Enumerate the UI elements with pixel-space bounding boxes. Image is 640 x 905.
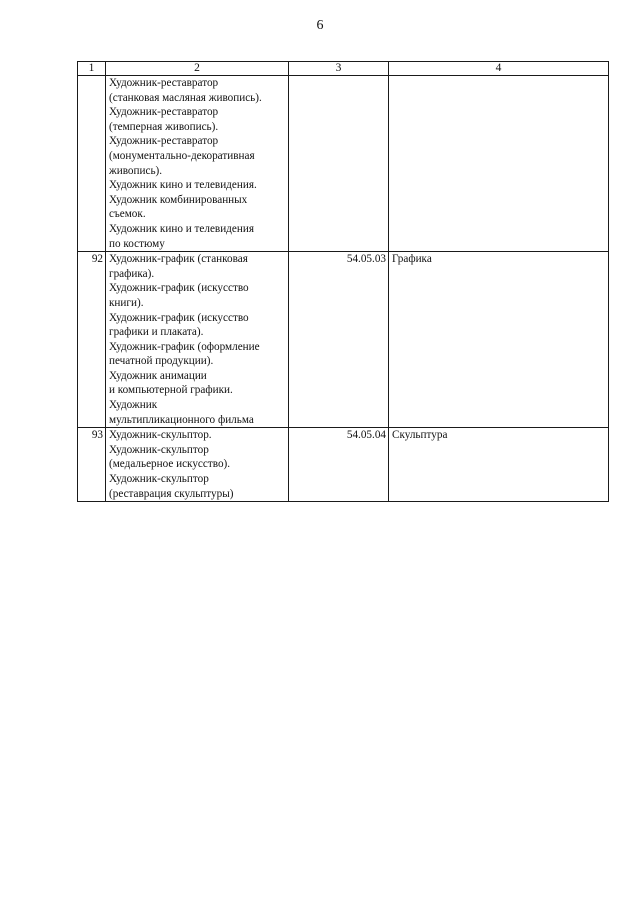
qualification-line: Художник анимации xyxy=(109,369,207,382)
qualification-line: Художник-скульптор xyxy=(109,473,209,486)
table-row xyxy=(78,428,609,502)
qualification-line: Художник кино и телевидения xyxy=(109,222,254,235)
qualification-line: печатной продукции). xyxy=(109,355,214,368)
table-header-row xyxy=(78,62,609,76)
qualification-line: (монументально-декоративная xyxy=(109,149,255,162)
specialties-table xyxy=(77,61,609,502)
column-header-3: 3 xyxy=(289,62,389,76)
qualification-line: Художник-график (станковая xyxy=(109,253,248,266)
specialty-code: 54.05.04 xyxy=(289,428,389,502)
qualification-line: Художник комбинированных xyxy=(109,193,248,206)
qualification-line: Художник-график (искусство xyxy=(109,311,249,324)
qualification-line: Художник-график (искусство xyxy=(109,282,249,295)
specialty-name: Графика xyxy=(389,252,609,428)
qualification-line: Художник-график (оформление xyxy=(109,340,260,353)
specialty-name: Скульптура xyxy=(389,428,609,502)
qualification-line: графика). xyxy=(109,267,155,280)
qualification-line: (реставрация скульптуры) xyxy=(109,487,234,500)
qualification-line: (станковая масляная живопись). xyxy=(109,91,262,104)
qualification-line: (темперная живопись). xyxy=(109,120,219,133)
table-row xyxy=(78,252,609,428)
qualification-line: живопись). xyxy=(109,164,163,177)
column-header-2: 2 xyxy=(106,62,289,76)
qualification-cell xyxy=(106,428,289,502)
qualification-line: по костюму xyxy=(109,237,165,250)
qualification-line: Художник-скульптор xyxy=(109,443,209,456)
specialty-code: 54.05.03 xyxy=(289,252,389,428)
qualification-line: (медальерное искусство). xyxy=(109,458,231,471)
qualification-line: Художник-скульптор. xyxy=(109,429,212,442)
page-number: 6 xyxy=(316,18,324,33)
qualification-line: Художник-реставратор xyxy=(109,135,219,148)
qualification-line: Художник-реставратор xyxy=(109,106,219,119)
row-number: 92 xyxy=(78,252,106,428)
qualification-line: мультипликационного фильма xyxy=(109,413,254,426)
row-number xyxy=(78,76,106,252)
qualification-line: и компьютерной графики. xyxy=(109,384,233,397)
specialty-code xyxy=(289,76,389,252)
qualification-cell xyxy=(106,76,289,252)
table-row xyxy=(78,76,609,252)
column-header-1: 1 xyxy=(78,62,106,76)
qualification-line: Художник кино и телевидения. xyxy=(109,179,257,192)
qualification-line: Художник xyxy=(109,399,158,412)
qualification-cell xyxy=(106,252,289,428)
qualification-line: Художник-реставратор xyxy=(109,77,219,89)
column-header-4: 4 xyxy=(389,62,609,76)
qualification-line: съемок. xyxy=(109,208,146,221)
qualification-line: книги). xyxy=(109,296,144,309)
specialty-name xyxy=(389,76,609,252)
qualification-line: графики и плаката). xyxy=(109,326,204,339)
row-number: 93 xyxy=(78,428,106,502)
